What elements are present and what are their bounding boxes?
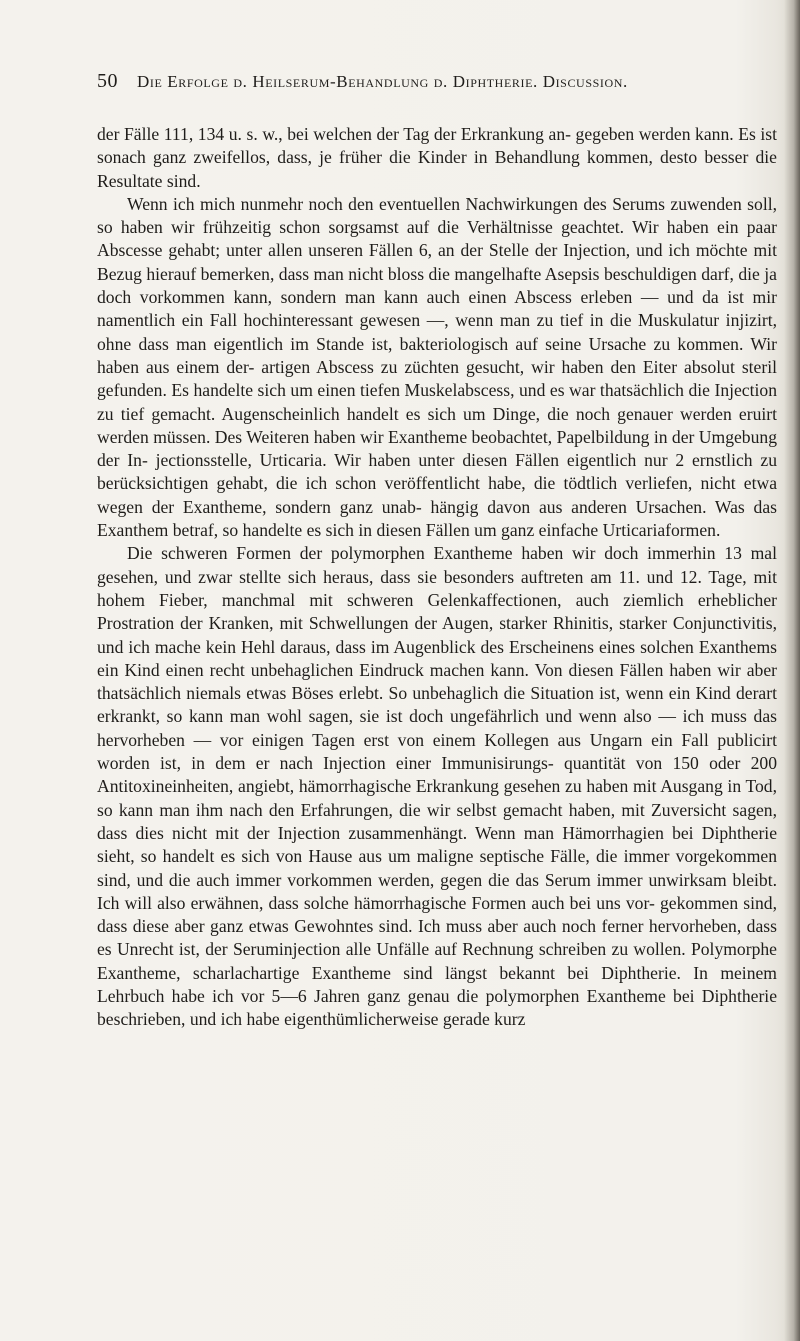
page-number: 50	[97, 70, 118, 92]
page-edge-shadow	[784, 0, 800, 1341]
page-header	[97, 70, 777, 100]
paragraph-3: Die schweren Formen der polymorphen Exantheme haben wir doch immerhin 13 mal gesehen, und zwar stellte sich heraus, dass sie besonders auftreten am 11. und 12. Tage, mit hohem Fieber, manchmal mit schweren Gelenkaffectionen, auch ziemlich erheblicher Prostration der Kranken, mit Schwellungen der Augen, starker Rhinitis, starker Conjunctivitis, und ich mache kein Hehl daraus, dass im Augenblick des Erscheinens eines solchen Exanthems ein Kind einen recht unbehaglichen Eindruck machen kann. Von diesen Fällen haben wir aber thatsächlich niemals etwas Böses erlebt. So unbehaglich die Situation ist, wenn ein Kind derart erkrankt, so kann man wohl sagen, sie ist doch ungefährlich und wenn also — ich muss das hervorheben — vor einigen Tagen erst von einem Kollegen aus Ungarn ein Fall publicirt worden ist, in dem er nach Injection einer Immunisirungs- quantität von 150 oder 200 Antitoxineinheiten, angiebt, hämorrhagische Erkrankung gesehen zu haben mit Ausgang in Tod, so kann man ihm nach den Erfahrungen, die wir selbst gemacht haben, mit Zuversicht sagen, dass dies nicht mit der Injection zusammenhängt. Wenn man Hämorrhagien bei Diphtherie sieht, so handelt es sich von Hause aus um maligne septische Fälle, die immer vorgekommen sind, und die auch immer vorkommen werden, gegen die das Serum immer unwirksam bleibt. Ich will also erwähnen, dass solche hämorrhagische Formen auch bei uns vor- gekommen sind, dass diese aber ganz etwas Gewohntes sind. Ich muss aber auch noch ferner hervorheben, dass es Unrecht ist, der Seruminjection alle Unfälle auf Rechnung schreiben zu wollen. Polymorphe Exantheme, scharlachartige Exantheme sind längst bekannt bei Diphtherie. In meinem Lehrbuch habe ich vor 5—6 Jahren ganz genau die polymorphen Exantheme bei Diphtherie beschrieben, und ich habe eigenthümlicherweise gerade kurz	[97, 543, 777, 1030]
running-title: Die Erfolge d. Heilserum-Behandlung d. Diphtherie. Discussion.	[137, 72, 628, 91]
paragraph-1: der Fälle 111, 134 u. s. w., bei welchen der Tag der Erkrankung an- gegeben werden kann. Es ist sonach ganz zweifellos, dass, je früher die Kinder in Behandlung kommen, desto besser die Resultate sind.	[97, 124, 777, 191]
body-text	[97, 123, 777, 1032]
paragraph-2: Wenn ich mich nunmehr noch den eventuellen Nachwirkungen des Serums zuwenden soll, so haben wir frühzeitig schon sorgsamst auf die Verhältnisse geachtet. Wir haben ein paar Abscesse gehabt; unter allen unseren Fällen 6, an der Stelle der Injection, und ich möchte mit Bezug hierauf bemerken, dass man nicht bloss die mangelhafte Asepsis beschuldigen darf, die ja doch vorkommen kann, sondern man kann auch einen Abscess erleben — und da ist mir namentlich ein Fall hochinteressant gewesen —, wenn man zu tief in die Muskulatur injizirt, ohne dass man eigentlich im Stande ist, bakteriologisch auf seine Ursache zu kommen. Wir haben aus einem der- artigen Abscess zu züchten gesucht, wir haben den Eiter absolut steril gefunden. Es handelte sich um einen tiefen Muskelabscess, und es war thatsächlich die Injection zu tief gemacht. Augenscheinlich handelt es sich um Dinge, die noch genauer werden eruirt werden müssen. Des Weiteren haben wir Exantheme beobachtet, Papelbildung in der Umgebung der In- jectionsstelle, Urticaria. Wir haben unter diesen Fällen eigentlich nur 2 ernstlich zu berücksichtigen gehabt, die ich schon veröffentlicht habe, die tödtlich verliefen, nicht etwa wegen der Exantheme, sondern ganz unab- hängig davon aus anderen Ursachen. Was das Exanthem betraf, so handelte es sich in diesen Fällen um ganz einfache Urticariaformen.	[97, 193, 777, 541]
